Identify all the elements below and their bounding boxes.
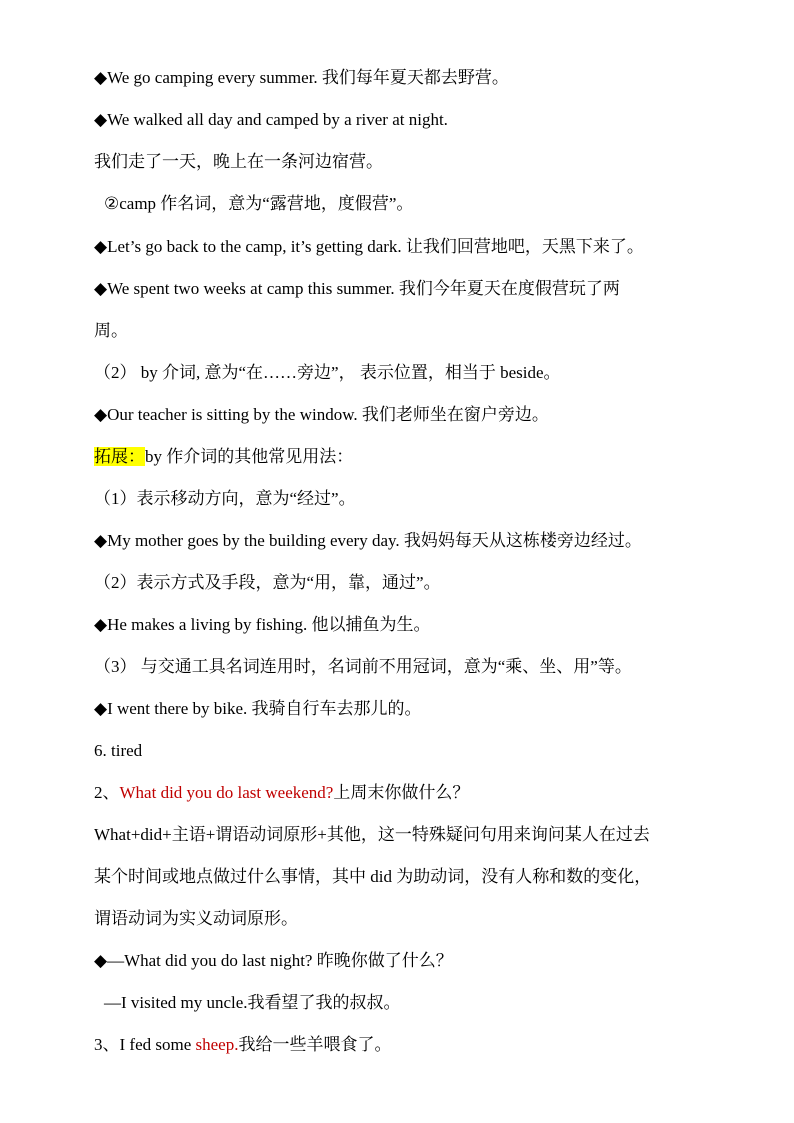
section-number: 2、 [94,783,120,802]
usage-note: （1）表示移动方向，意为“经过”。 [94,489,356,508]
explanation-line: What+did+主语+谓语动词原形+其他，这一特殊疑问句用来询问某人在过去 [94,825,650,844]
example-sentence: ◆I went there by bike. 我骑自行车去那儿的。 [94,699,422,718]
section-text: 3、I fed some [94,1035,196,1054]
key-sentence-translation: 上周末你做什么？ [333,783,470,802]
section-translation: 我给一些羊喂食了。 [238,1035,392,1054]
translation-line: 我们走了一天，晚上在一条河边宿营。 [94,152,383,171]
example-sentence: ◆We spent two weeks at camp this summer. 我们今年夏天在度假营玩了两 [94,279,620,298]
section-heading [94,782,469,804]
example-sentence: ◆We walked all day and camped by a river at night. [94,110,448,129]
usage-note: （2） by 介词, 意为“在……旁边”， 表示位置，相当于 beside。 [94,363,561,382]
usage-note: （3） 与交通工具名词连用时，名词前不用冠词，意为“乘、坐、用”等。 [94,657,632,676]
explanation-line: 某个时间或地点做过什么事情，其中 did 为助动词，没有人称和数的变化， [94,867,652,886]
extension-heading [94,446,353,468]
example-sentence: ◆Our teacher is sitting by the window. 我们老师坐在窗户旁边。 [94,405,549,424]
example-sentence: ◆Let’s go back to the camp, it’s getting dark. 让我们回营地吧，天黑下来了。 [94,237,644,256]
example-sentence: ◆My mother goes by the building every day. 我妈妈每天从这栋楼旁边经过。 [94,531,642,550]
section-heading: 6. tired [94,741,143,760]
translation-line: 周。 [94,321,128,340]
extension-label: 拓展： [94,447,145,466]
explanation-line: 谓语动词为实义动词原形。 [94,909,298,928]
usage-note: （2）表示方式及手段，意为“用，靠，通过”。 [94,573,441,592]
example-answer: —I visited my uncle.我看望了我的叔叔。 [104,993,401,1012]
extension-text: by 作介词的其他常见用法： [145,447,354,466]
example-sentence: ◆He makes a living by fishing. 他以捕鱼为生。 [94,615,431,634]
key-word: sheep. [195,1035,239,1054]
usage-note: ②camp 作名词，意为“露营地，度假营”。 [104,194,414,213]
example-sentence: ◆We go camping every summer. 我们每年夏天都去野营。 [94,68,509,87]
section-heading [94,1034,391,1056]
example-sentence: ◆—What did you do last night? 昨晚你做了什么？ [94,951,453,970]
key-sentence: What did you do last weekend? [119,783,334,802]
